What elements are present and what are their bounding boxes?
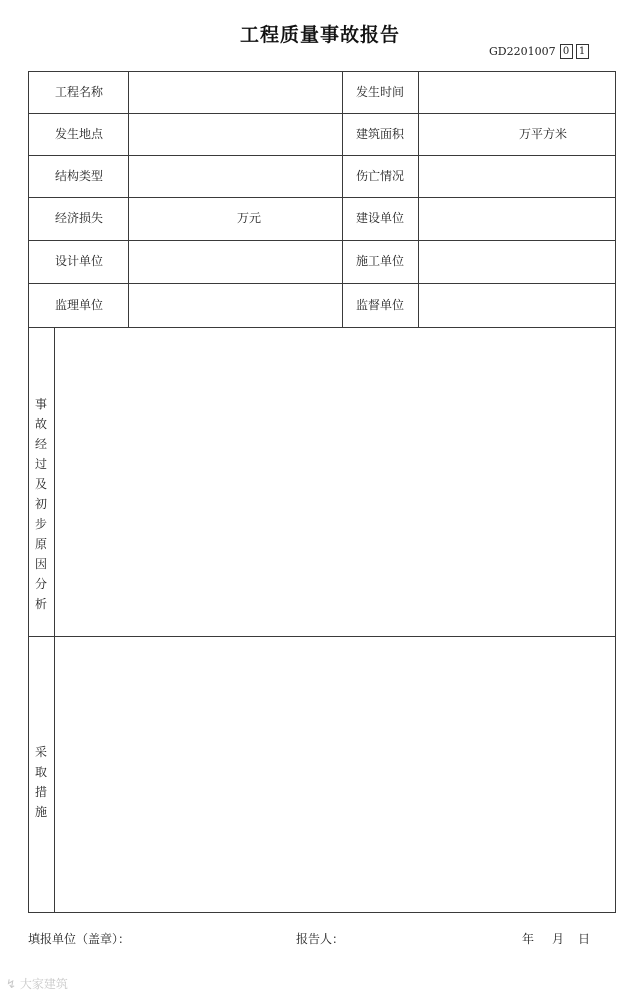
form-code-box: 1: [576, 44, 589, 59]
field-label: 发生时间: [356, 85, 405, 99]
column-divider: [342, 71, 343, 327]
column-divider: [128, 71, 129, 327]
form-code-box: 0: [560, 44, 573, 59]
watermark: [6, 975, 68, 992]
section-label-measures: 采取措施: [34, 745, 47, 819]
form-code-text: GD2201007: [489, 44, 556, 58]
field-label: 监理单位: [55, 298, 104, 312]
field-label: 结构类型: [55, 169, 104, 183]
document-title: 工程质量事故报告: [239, 24, 400, 46]
field-label: 建筑面积: [356, 127, 405, 141]
watermark-logo-icon: ↯: [6, 977, 17, 991]
row-divider: [28, 240, 616, 241]
field-value[interactable]: 万元: [237, 211, 262, 225]
table-border-right: [615, 71, 616, 913]
section-label-accident-analysis: 事故经过及初步原因分析: [34, 397, 47, 611]
table-border-left: [28, 71, 29, 913]
field-label: 设计单位: [55, 254, 104, 268]
field-label: 工程名称: [55, 85, 104, 99]
field-label: 发生地点: [55, 127, 104, 141]
date-day-label: 日: [578, 932, 591, 946]
column-divider: [418, 71, 419, 327]
date-month-label: 月: [552, 932, 565, 946]
form-code: [489, 43, 592, 59]
field-label: 经济损失: [55, 211, 104, 225]
row-divider: [28, 155, 616, 156]
accident-analysis-area[interactable]: [55, 328, 615, 636]
reporter-label: 报告人：: [296, 932, 345, 946]
watermark-text: 大家建筑: [19, 977, 68, 991]
field-label: 建设单位: [356, 211, 405, 225]
field-label: 伤亡情况: [356, 169, 405, 183]
measures-area[interactable]: [55, 637, 615, 912]
table-border-top: [28, 71, 616, 72]
row-divider: [28, 283, 616, 284]
field-label: 施工单位: [356, 254, 405, 268]
date-year-label: 年: [522, 932, 535, 946]
row-divider: [28, 197, 616, 198]
field-value[interactable]: 万平方米: [519, 127, 568, 141]
row-divider: [28, 113, 616, 114]
table-border-bottom: [28, 912, 616, 913]
reporting-unit-label: 填报单位（盖章）：: [28, 932, 131, 946]
field-label: 监督单位: [356, 298, 405, 312]
